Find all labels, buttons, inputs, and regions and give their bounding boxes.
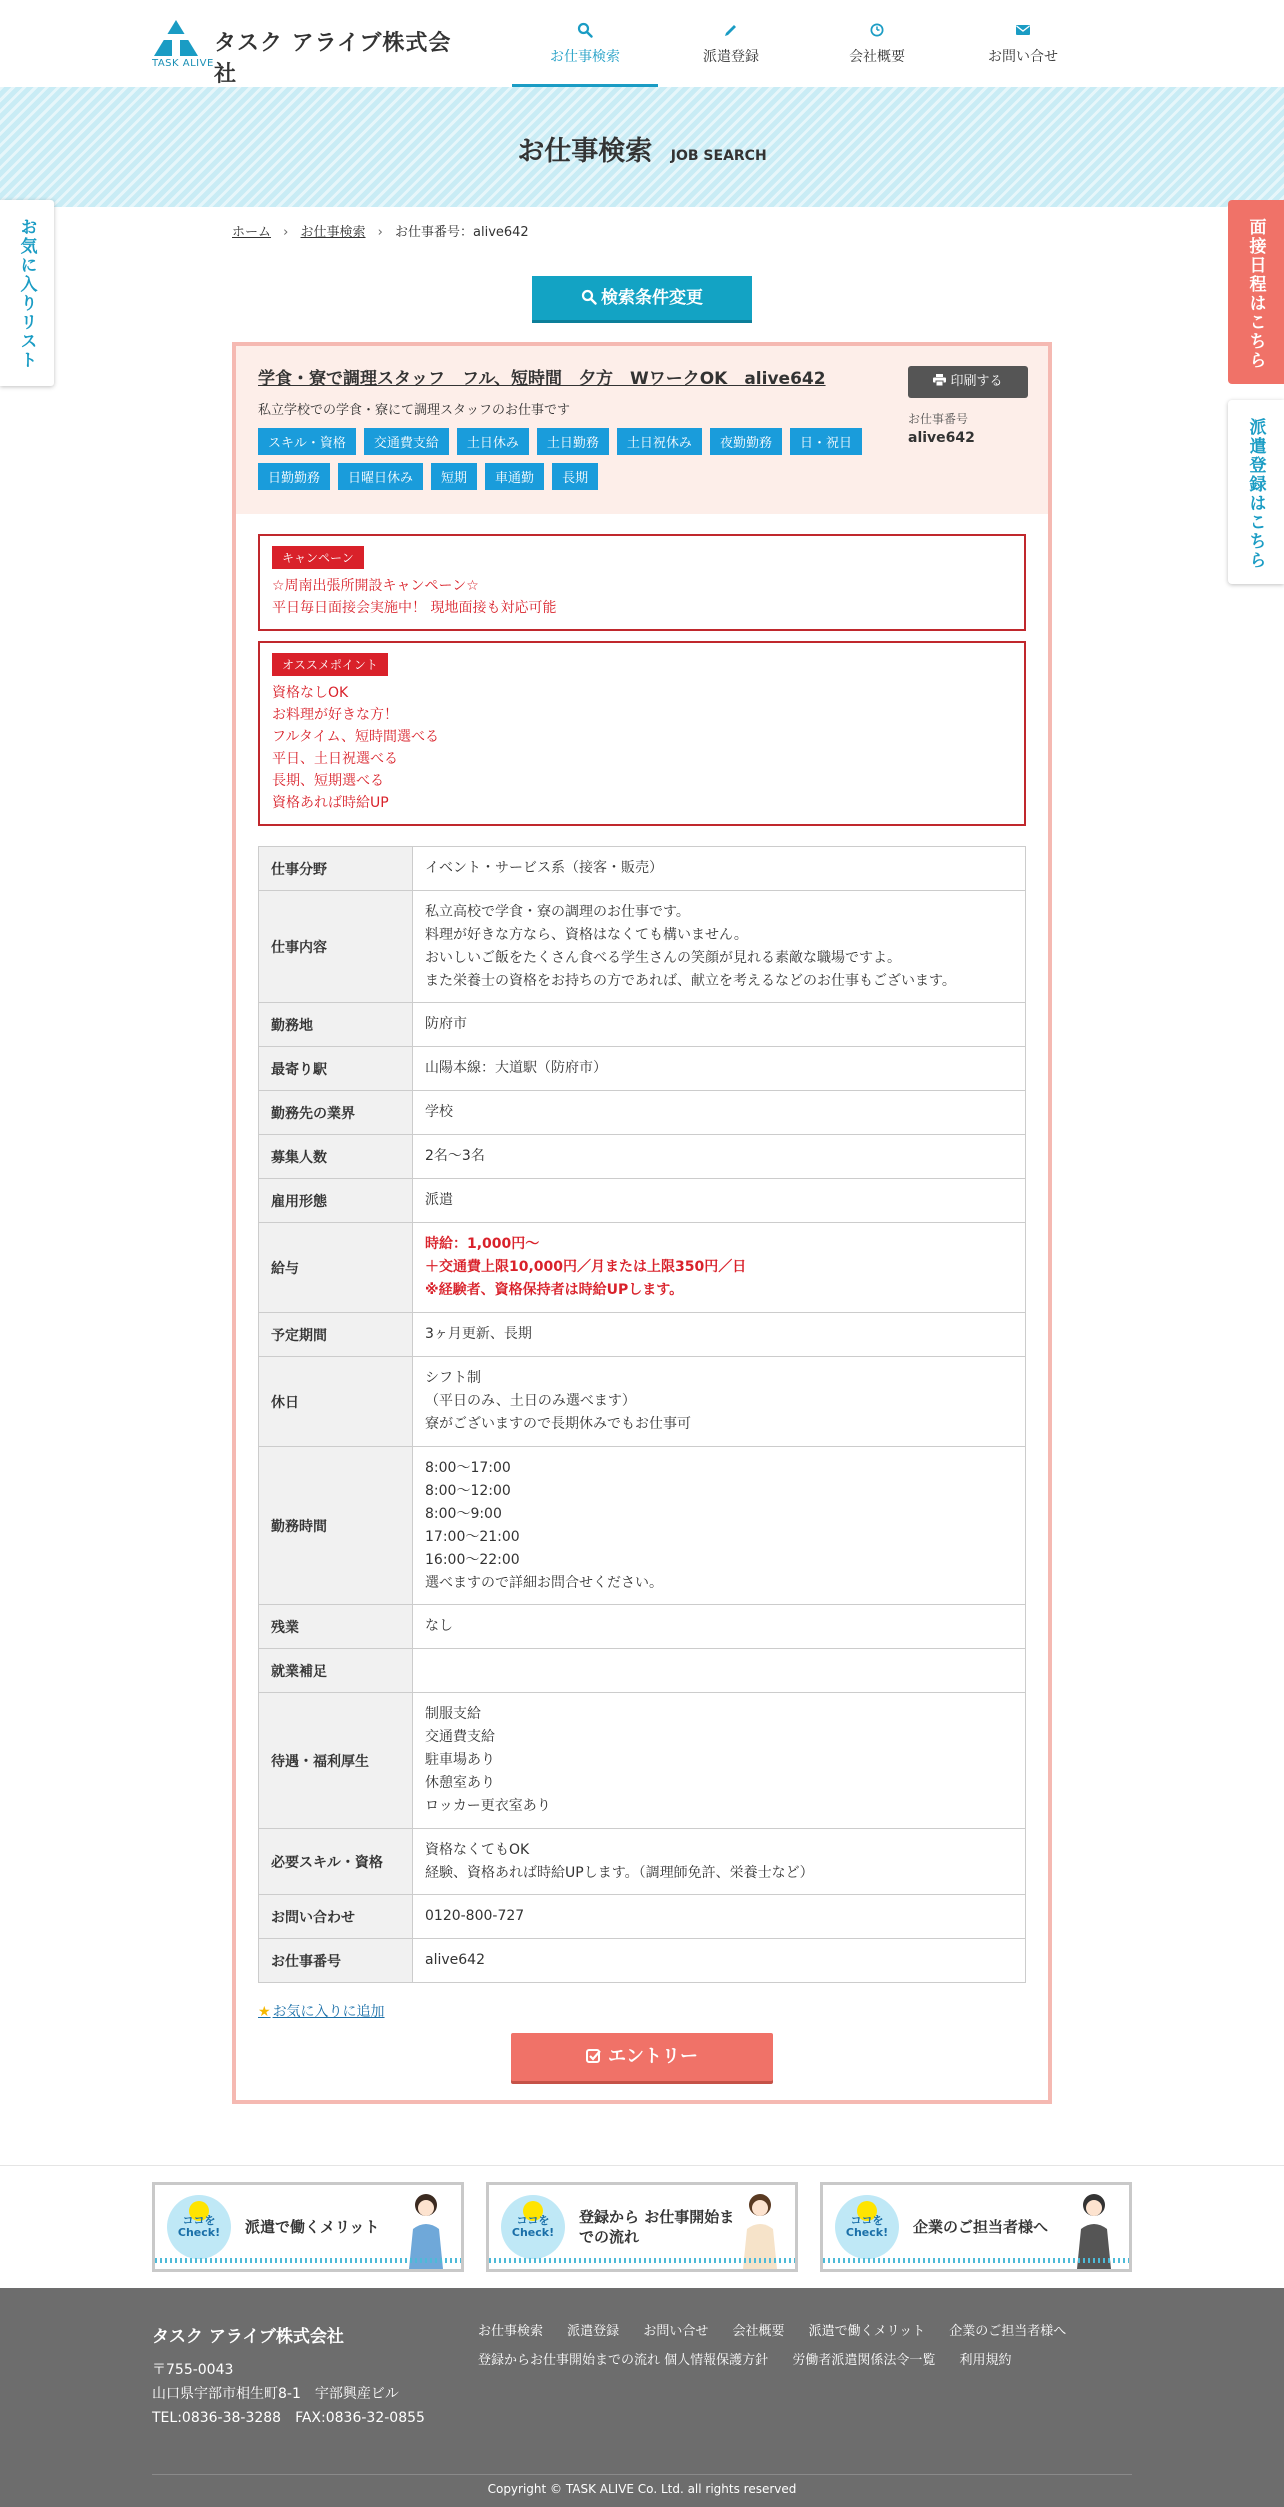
logo-subtext: TASK ALIVE: [152, 58, 214, 69]
campaign-line: ☆周南出張所開設キャンペーン☆: [272, 578, 479, 594]
nav-registration[interactable]: [658, 0, 804, 87]
job-card-header: [236, 346, 1048, 514]
table-row: [259, 1693, 1026, 1829]
favorites-list-label: お気に入りリスト: [16, 218, 37, 370]
row-value-line: 選べますので詳細お問合せください。: [425, 1574, 663, 1591]
row-value-line: ＋交通費上限10,000円／月または上限350円／日: [425, 1259, 747, 1275]
row-value: [413, 1223, 1026, 1313]
footer-company: タスク アライブ株式会社: [152, 2327, 344, 2347]
row-value: [413, 1135, 1026, 1179]
nav-label: 会社概要: [849, 49, 905, 65]
breadcrumb-home[interactable]: ホーム: [232, 225, 272, 240]
row-label: お問い合わせ: [259, 1895, 413, 1939]
person-illustration-icon: [1071, 2189, 1117, 2269]
row-value-line: ※経験者、資格保持者は時給UPします。: [425, 1282, 684, 1298]
row-value-line: 制服支給: [425, 1706, 481, 1722]
logo-text: タスク アライブ株式会社: [214, 31, 452, 87]
row-value-line: 料理が好きな方なら、資格はなくても構いません。: [425, 926, 748, 943]
logo-mark-icon: [152, 18, 200, 58]
job-tag: 車通勤: [485, 463, 544, 490]
table-row: [259, 847, 1026, 891]
footer-link[interactable]: お仕事検索: [478, 2324, 544, 2339]
check-badge: ココを Check!: [835, 2195, 899, 2259]
nav-job-search[interactable]: [512, 0, 658, 87]
table-row: [259, 1091, 1026, 1135]
recommend-point: 資格なしOK: [272, 685, 349, 701]
job-tag: 日勤勤務: [258, 463, 330, 490]
row-value: [413, 1003, 1026, 1047]
footer-address-line: TEL:0836-38-3288 FAX:0836-32-0855: [152, 2410, 425, 2426]
row-value-line: 交通費支給: [425, 1729, 495, 1745]
table-row: [259, 1047, 1026, 1091]
footer-link[interactable]: お問い合せ: [643, 2324, 709, 2339]
row-label: 勤務先の業界: [259, 1091, 413, 1135]
main-nav: [512, 0, 1096, 87]
row-value: [413, 1047, 1026, 1091]
search-icon: [512, 22, 658, 42]
nav-contact[interactable]: [950, 0, 1096, 87]
search-icon: [581, 289, 597, 305]
check-badge: ココを Check!: [167, 2195, 231, 2259]
recommend-point: 長期、短期選べる: [272, 773, 384, 789]
footer-copyright: Copyright © TASK ALIVE Co. Ltd. all rights reserved: [487, 2482, 797, 2496]
entry-button[interactable]: [511, 2033, 773, 2081]
row-label: 残業: [259, 1605, 413, 1649]
campaign-box: [258, 534, 1026, 631]
row-value-line: 2名～3名: [425, 1148, 485, 1164]
row-value-line: 経験、資格あれば時給UPします。（調理師免許、栄養士など）: [425, 1864, 814, 1881]
banner-area: [0, 2165, 1284, 2288]
row-label: 休日: [259, 1357, 413, 1447]
page-subtitle: JOB SEARCH: [670, 148, 767, 164]
row-value-line: ロッカー更衣室あり: [425, 1798, 551, 1814]
registration-label: 派遣登録はこちら: [1245, 418, 1266, 570]
row-value-line: 山陽本線：大道駅（防府市）: [425, 1060, 607, 1076]
table-row: [259, 1135, 1026, 1179]
pencil-icon: [658, 22, 804, 42]
banner-text: 派遣で働くメリット: [245, 2218, 380, 2236]
row-value-line: 16:00～22:00: [425, 1551, 520, 1568]
row-value-line: また栄養士の資格をお持ちの方であれば、献立を考えるなどのお仕事もございます。: [425, 972, 956, 989]
row-value-line: 時給：1,000円～: [425, 1236, 540, 1252]
site-logo[interactable]: [152, 18, 452, 87]
footer-link[interactable]: 労働者派遣関係法令一覧: [792, 2353, 936, 2368]
row-value-line: 駐車場あり: [425, 1752, 495, 1768]
table-row: [259, 891, 1026, 1003]
row-value: [413, 1693, 1026, 1829]
footer-link[interactable]: 利用規約: [959, 2353, 1012, 2368]
row-value-line: 8:00～17:00: [425, 1459, 511, 1476]
job-tag: 交通費支給: [364, 428, 449, 455]
row-value-line: 休憩室あり: [425, 1775, 495, 1791]
table-row: [259, 1939, 1026, 1983]
row-value-line: 17:00～21:00: [425, 1528, 520, 1545]
row-label: 勤務地: [259, 1003, 413, 1047]
table-row: [259, 1357, 1026, 1447]
add-to-favorites-link[interactable]: [258, 2001, 1026, 2021]
footer-link[interactable]: 派遣登録: [567, 2324, 620, 2339]
footer-address-line: 〒755-0043: [152, 2362, 234, 2378]
row-label: 雇用形態: [259, 1179, 413, 1223]
table-row: [259, 1313, 1026, 1357]
nav-label: お問い合せ: [988, 49, 1058, 65]
banner-text: 企業のご担当者様へ: [913, 2218, 1049, 2236]
chevron-right-icon: ›: [283, 225, 289, 240]
footer-address: [152, 2358, 425, 2430]
row-value-line: 派遣: [425, 1192, 453, 1208]
job-tag: 日曜日休み: [338, 463, 423, 490]
row-value-line: （平日のみ、土日のみ選べます）: [425, 1393, 636, 1409]
footer-divider: [152, 2474, 1132, 2475]
interview-schedule-tab[interactable]: [1228, 200, 1284, 384]
row-value: [413, 1179, 1026, 1223]
footer-link[interactable]: 会社概要: [732, 2324, 785, 2339]
row-value-line: 防府市: [425, 1016, 467, 1032]
printer-icon: [933, 374, 946, 386]
recommend-points-box: [258, 641, 1026, 826]
change-search-label: 検索条件変更: [601, 288, 703, 308]
breadcrumb-job-search[interactable]: お仕事検索: [300, 225, 366, 240]
job-number-label: お仕事番号: [908, 412, 969, 426]
row-label: 仕事分野: [259, 847, 413, 891]
row-value: [413, 1313, 1026, 1357]
row-value-line: 3ヶ月更新、長期: [425, 1326, 532, 1342]
clock-icon: [804, 22, 950, 42]
row-value-line: シフト制: [425, 1370, 481, 1386]
table-row: [259, 1223, 1026, 1313]
registration-tab[interactable]: [1228, 400, 1284, 584]
table-row: [259, 1829, 1026, 1895]
footer-link[interactable]: 派遣で働くメリット: [808, 2324, 926, 2339]
row-value: [413, 1829, 1026, 1895]
table-row: [259, 1447, 1026, 1605]
row-label: 募集人数: [259, 1135, 413, 1179]
person-illustration-icon: [403, 2189, 449, 2269]
job-tag: 土日勤務: [537, 428, 609, 455]
footer-link[interactable]: 企業のご担当者様へ: [949, 2324, 1067, 2339]
job-tags: [258, 428, 898, 498]
breadcrumb: [232, 221, 529, 240]
interview-schedule-label: 面接日程はこちら: [1245, 218, 1266, 370]
recommend-point: 資格あれば時給UP: [272, 795, 389, 811]
job-description: 私立学校での学食・寮にて調理スタッフのお仕事です: [258, 403, 571, 418]
recommend-point: フルタイム、短時間選べる: [272, 729, 440, 745]
job-card: [232, 342, 1052, 2104]
row-value: [413, 1357, 1026, 1447]
favorites-list-tab[interactable]: [0, 200, 54, 386]
table-row: [259, 1649, 1026, 1693]
recommend-point: お料理が好きな方！: [272, 707, 398, 723]
nav-label: 派遣登録: [703, 49, 759, 65]
job-tag: 日・祝日: [790, 428, 862, 455]
table-row: [259, 1003, 1026, 1047]
page-title: お仕事検索: [517, 136, 653, 167]
job-details-table: [258, 846, 1026, 1983]
row-label: 最寄り駅: [259, 1047, 413, 1091]
row-value-line: イベント・サービス系（接客・販売）: [425, 860, 663, 876]
banner-merits[interactable]: [152, 2182, 464, 2272]
footer-links: [478, 2320, 1118, 2378]
row-value: [413, 1605, 1026, 1649]
row-value-line: 8:00～12:00: [425, 1482, 511, 1499]
recommend-point: 平日、土日祝選べる: [272, 751, 398, 767]
row-value-line: alive642: [425, 1952, 485, 1968]
recommend-points-label: オススメポイント: [272, 653, 388, 676]
job-tag: スキル・資格: [258, 428, 356, 455]
breadcrumb-current: お仕事番号：alive642: [395, 225, 529, 240]
campaign-line: 平日毎日面接会実施中！ 現地面接も対応可能: [272, 600, 557, 616]
print-button[interactable]: [908, 366, 1028, 398]
row-label: 給与: [259, 1223, 413, 1313]
banner-flow[interactable]: [486, 2182, 798, 2272]
row-value: [413, 1895, 1026, 1939]
row-value-line: 寮がございますので長期休みでもお仕事可: [425, 1416, 691, 1432]
footer-link[interactable]: 登録からお仕事開始までの流れ: [478, 2353, 661, 2368]
job-title[interactable]: 学食・寮で調理スタッフ フル、短時間 夕方 WワークOK alive642: [258, 369, 826, 389]
campaign-label: キャンペーン: [272, 546, 364, 569]
row-value: [413, 891, 1026, 1003]
favorite-label: お気に入りに追加: [272, 2004, 385, 2020]
mail-icon: [950, 22, 1096, 42]
row-value-line: なし: [425, 1618, 453, 1634]
job-tag: 夜勤勤務: [710, 428, 782, 455]
row-value-line: 私立高校で学食・寮の調理のお仕事です。: [425, 903, 690, 920]
entry-label: エントリー: [608, 2046, 698, 2067]
row-label: 予定期間: [259, 1313, 413, 1357]
check-badge: ココを Check!: [501, 2195, 565, 2259]
row-value-line: 8:00～9:00: [425, 1505, 502, 1522]
print-label: 印刷する: [950, 374, 1003, 389]
row-value: [413, 1447, 1026, 1605]
person-illustration-icon: [737, 2189, 783, 2269]
table-row: [259, 1895, 1026, 1939]
footer-link[interactable]: 個人情報保護方針: [664, 2353, 769, 2368]
table-row: [259, 1605, 1026, 1649]
row-value: [413, 1939, 1026, 1983]
nav-label: お仕事検索: [550, 49, 620, 65]
checkbox-icon: [586, 2048, 602, 2064]
row-label: 待遇・福利厚生: [259, 1693, 413, 1829]
job-tag: 長期: [552, 463, 598, 490]
job-number-value: alive642: [908, 430, 975, 446]
row-label: お仕事番号: [259, 1939, 413, 1983]
row-label: 就業補足: [259, 1649, 413, 1693]
row-value: [413, 1649, 1026, 1693]
chevron-right-icon: ›: [377, 225, 383, 240]
banner-text: 登録から お仕事開始までの流れ: [579, 2208, 735, 2246]
row-value-line: 学校: [425, 1104, 453, 1120]
row-value: [413, 1091, 1026, 1135]
job-tag: 土日休み: [457, 428, 529, 455]
row-label: 必要スキル・資格: [259, 1829, 413, 1895]
change-search-button[interactable]: [532, 276, 752, 320]
footer-address-line: 山口県宇部市相生町8-1 宇部興産ビル: [152, 2386, 399, 2402]
row-value-line: 資格なくてもOK: [425, 1841, 530, 1858]
row-value-line: おいしいご飯をたくさん食べる学生さんの笑顔が見れる素敵な職場ですよ。: [425, 949, 901, 966]
page-hero: [0, 87, 1284, 207]
job-tag: 土日祝休み: [617, 428, 702, 455]
site-footer: [0, 2288, 1284, 2507]
banner-corporate[interactable]: [820, 2182, 1132, 2272]
row-label: 仕事内容: [259, 891, 413, 1003]
row-label: 勤務時間: [259, 1447, 413, 1605]
table-row: [259, 1179, 1026, 1223]
site-header: [0, 0, 1284, 87]
row-value: [413, 847, 1026, 891]
row-value-line: 0120-800-727: [425, 1908, 525, 1924]
nav-company[interactable]: [804, 0, 950, 87]
star-icon: ★: [258, 2004, 271, 2020]
job-tag: 短期: [431, 463, 477, 490]
